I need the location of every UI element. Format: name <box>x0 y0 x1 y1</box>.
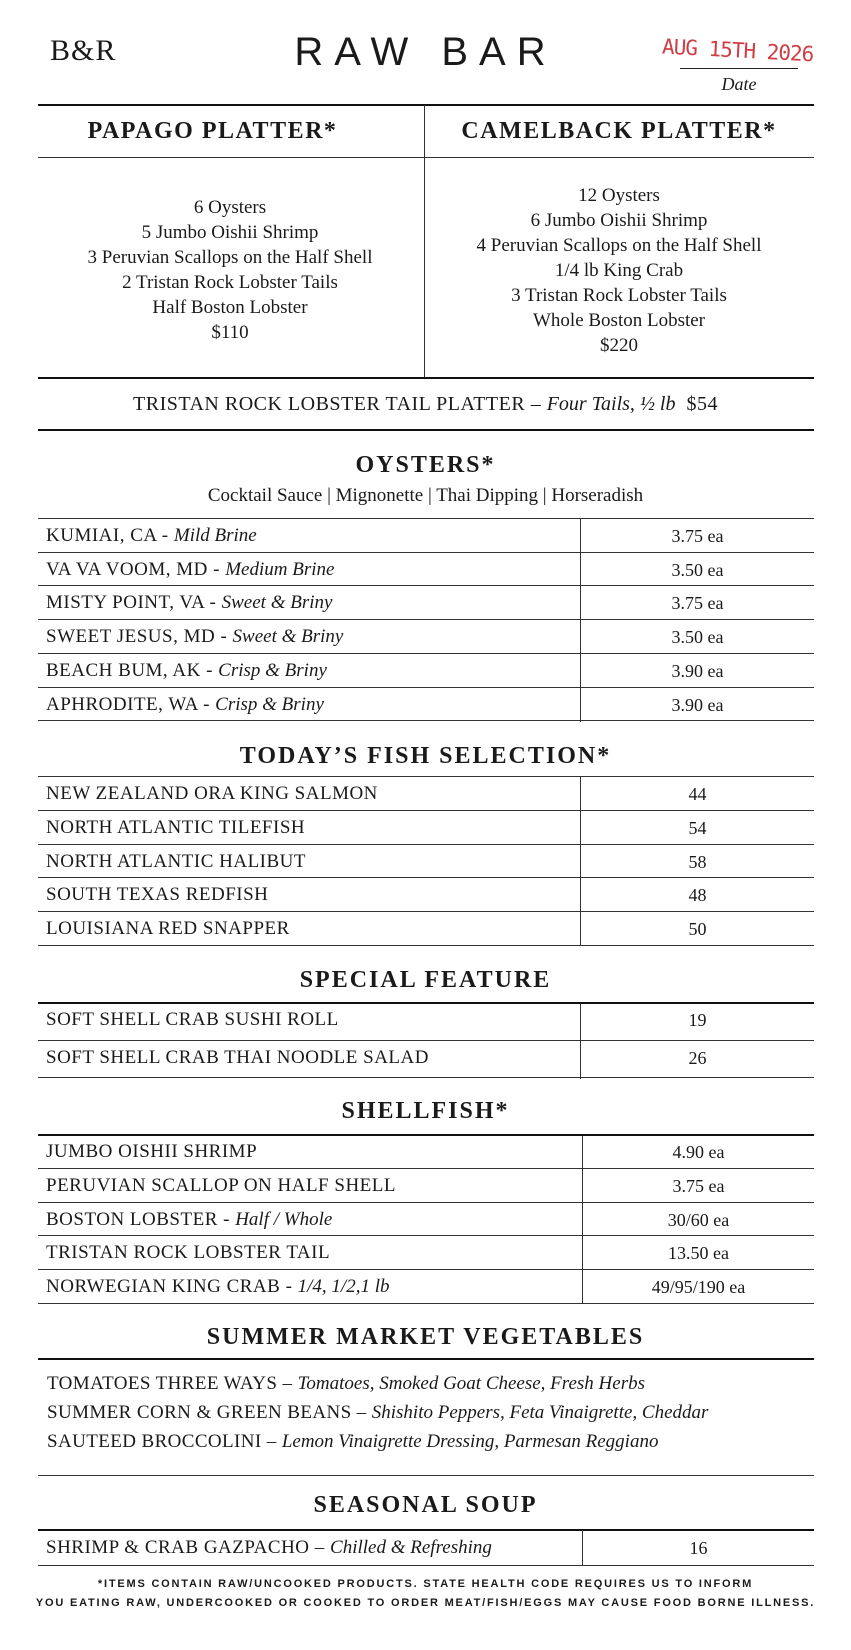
date-stamp: AUG 15TH 2026 <box>661 34 814 67</box>
item-desc: Chilled & Refreshing <box>330 1537 492 1558</box>
item-name: SHRIMP & CRAB GAZPACHO – <box>46 1537 325 1558</box>
menu-row-name <box>46 559 334 581</box>
item-desc: Mild Brine <box>173 525 257 546</box>
platter-item: Whole Boston Lobster <box>532 310 706 331</box>
item-name: MISTY POINT, VA - <box>46 592 217 614</box>
row-divider <box>38 687 814 688</box>
platter-title-papago: PAPAGO PLATTER* <box>87 118 338 144</box>
row-divider <box>38 619 814 620</box>
item-desc: Medium Brine <box>225 558 335 580</box>
section-title-oysters: OYSTERS* <box>355 452 496 478</box>
menu-row-price: 3.50 ea <box>671 627 724 648</box>
footnote-line-1: *ITEMS CONTAIN RAW/UNCOOKED PRODUCTS. STATE HEALTH CODE REQUIRES US TO INFORM <box>97 1578 754 1590</box>
item-desc: Sweet & Briny <box>232 626 344 648</box>
divider <box>38 1529 814 1531</box>
veg-item-name: SUMMER CORN & GREEN BEANS – <box>47 1402 367 1423</box>
row-divider <box>38 1269 814 1270</box>
oyster-sauces: Cocktail Sauce | Mignonette | Thai Dipping | Horseradish <box>207 485 644 506</box>
menu-row-price: 54 <box>688 817 707 838</box>
menu-row-name <box>46 783 378 805</box>
item-name: SOFT SHELL CRAB SUSHI ROLL <box>46 1009 339 1030</box>
item-name: BEACH BUM, AK - <box>46 659 213 681</box>
row-divider <box>38 911 814 912</box>
item-name: BOSTON LOBSTER - <box>46 1208 230 1230</box>
section-title-soup: SEASONAL SOUP <box>313 1492 538 1518</box>
veg-item <box>47 1431 658 1453</box>
menu-row-price: 3.75 ea <box>672 1175 725 1196</box>
menu-row-name <box>46 918 290 940</box>
section-title-special: SPECIAL FEATURE <box>299 967 552 993</box>
page-title: RAW BAR <box>294 30 557 74</box>
platter-items-camelback <box>426 183 812 358</box>
platter-items-papago <box>40 195 420 345</box>
item-name: PERUVIAN SCALLOP ON HALF SHELL <box>46 1174 396 1196</box>
divider <box>38 518 814 519</box>
menu-row-price: 3.90 ea <box>671 660 724 681</box>
item-name: VA VA VOOM, MD - <box>46 558 220 580</box>
platter-item: Half Boston Lobster <box>152 297 308 318</box>
item-name: SOFT SHELL CRAB THAI NOODLE SALAD <box>46 1046 429 1068</box>
menu-row-name <box>46 592 332 614</box>
item-desc: Crisp & Briny <box>215 693 324 715</box>
menu-row-price: 26 <box>688 1047 707 1068</box>
row-divider <box>38 1077 814 1078</box>
menu-row-price: 49/95/190 ea <box>651 1277 746 1298</box>
row-divider <box>38 1040 814 1041</box>
menu-row-name <box>46 884 268 906</box>
menu-row-name <box>46 660 327 682</box>
platter-price: $110 <box>211 322 249 343</box>
veg-item-name: SAUTEED BROCCOLINI – <box>47 1431 277 1452</box>
platter-item: 6 Oysters <box>193 197 267 218</box>
menu-row-name <box>46 851 306 873</box>
footnote-line-2: YOU EATING RAW, UNDERCOOKED OR COOKED TO ORDER MEAT/FISH/EGGS MAY CAUSE FOOD BORNE ILLNESS. <box>35 1597 816 1609</box>
menu-row-price: 19 <box>688 1010 707 1030</box>
logo: B&R <box>50 34 117 67</box>
menu-row-name <box>46 1175 396 1197</box>
veg-item-desc: Lemon Vinaigrette Dressing, Parmesan Reggiano <box>281 1431 659 1452</box>
row-divider <box>38 844 814 845</box>
row-divider <box>38 1235 814 1236</box>
divider <box>38 1002 814 1004</box>
platter-item: 1/4 lb King Crab <box>554 260 684 281</box>
divider <box>38 377 814 379</box>
item-name: SOUTH TEXAS REDFISH <box>46 884 269 906</box>
row-divider <box>38 552 814 553</box>
menu-row-price: 58 <box>688 851 707 872</box>
menu-row-price: 48 <box>688 885 707 906</box>
menu-row-name <box>46 694 324 716</box>
platter-item: 5 Jumbo Oishii Shrimp <box>141 222 319 243</box>
row-divider <box>38 1303 814 1304</box>
menu-row-name <box>46 1209 332 1231</box>
item-name: APHRODITE, WA - <box>46 693 210 715</box>
menu-row-name <box>46 1141 257 1163</box>
veg-item-desc: Shishito Peppers, Feta Vinaigrette, Cheddar <box>371 1402 709 1423</box>
platter-price: $220 <box>600 335 638 356</box>
platter-title-camelback: CAMELBACK PLATTER* <box>461 118 777 144</box>
menu-row-name <box>46 525 257 547</box>
divider <box>38 429 814 431</box>
row-divider <box>38 1202 814 1203</box>
item-desc: Half / Whole <box>235 1208 333 1230</box>
tristan-platter-price: $54 <box>686 393 718 415</box>
platter-item: 4 Peruvian Scallops on the Half Shell <box>476 235 762 256</box>
menu-row-name <box>46 1537 492 1559</box>
item-name: NEW ZEALAND ORA KING SALMON <box>46 783 378 804</box>
tristan-platter <box>0 393 851 416</box>
veg-item <box>47 1402 708 1424</box>
item-name: JUMBO OISHII SHRIMP <box>46 1141 258 1162</box>
row-divider <box>38 585 814 586</box>
item-desc: Sweet & Briny <box>221 592 333 614</box>
divider <box>38 104 814 106</box>
tristan-platter-name: TRISTAN ROCK LOBSTER TAIL PLATTER – <box>133 393 542 415</box>
veg-item-name: TOMATOES THREE WAYS – <box>47 1373 293 1394</box>
item-name: NORWEGIAN KING CRAB - <box>46 1276 293 1298</box>
divider <box>38 1134 814 1136</box>
divider <box>38 776 814 777</box>
row-divider <box>38 653 814 654</box>
veg-item <box>47 1373 645 1395</box>
menu-row-name <box>46 1047 429 1069</box>
item-name: SWEET JESUS, MD - <box>46 626 228 648</box>
item-name: KUMIAI, CA - <box>46 525 169 546</box>
item-name: NORTH ATLANTIC TILEFISH <box>46 816 306 838</box>
item-name: NORTH ATLANTIC HALIBUT <box>46 850 307 872</box>
platter-item: 3 Tristan Rock Lobster Tails <box>511 285 727 306</box>
platter-item: 6 Jumbo Oishii Shrimp <box>530 210 708 231</box>
menu-row-name <box>46 1009 339 1031</box>
divider <box>38 1565 814 1566</box>
section-title-vegetables: SUMMER MARKET VEGETABLES <box>206 1324 645 1350</box>
item-name: TRISTAN ROCK LOBSTER TAIL <box>46 1242 331 1264</box>
date-label: Date <box>721 74 757 94</box>
section-title-shellfish: SHELLFISH* <box>341 1098 510 1124</box>
menu-row-price: 13.50 ea <box>668 1243 729 1264</box>
menu-row-price: 3.75 ea <box>671 526 724 546</box>
menu-row-price: 3.75 ea <box>671 593 724 614</box>
row-divider <box>38 810 814 811</box>
platter-item: 2 Tristan Rock Lobster Tails <box>122 272 338 293</box>
item-desc: 1/4, 1/2,1 lb <box>297 1276 390 1298</box>
price-column-divider <box>580 519 581 722</box>
menu-row-price: 3.90 ea <box>671 694 724 715</box>
row-divider <box>38 720 814 721</box>
tristan-platter-desc: Four Tails, ½ lb <box>546 393 676 415</box>
veg-item-desc: Tomatoes, Smoked Goat Cheese, Fresh Herbs <box>297 1373 645 1394</box>
divider <box>38 1358 814 1360</box>
menu-row-price: 16 <box>689 1538 708 1558</box>
section-title-fish: TODAY’S FISH SELECTION* <box>239 743 612 769</box>
item-desc: Crisp & Briny <box>218 659 327 681</box>
divider <box>38 157 814 158</box>
row-divider <box>38 945 814 946</box>
menu-row-price: 30/60 ea <box>667 1209 730 1230</box>
date-line <box>680 68 798 69</box>
menu-row-name <box>46 1242 330 1264</box>
row-divider <box>38 877 814 878</box>
platter-column-divider <box>424 105 425 378</box>
row-divider <box>38 1168 814 1169</box>
menu-row-price: 3.50 ea <box>671 559 724 580</box>
menu-row-price: 50 <box>688 919 707 940</box>
menu-row-name <box>46 817 305 839</box>
divider <box>38 1475 814 1476</box>
menu-row-name <box>46 626 343 648</box>
menu-row-name <box>46 1276 390 1298</box>
platter-item: 12 Oysters <box>578 185 660 206</box>
item-name: LOUISIANA RED SNAPPER <box>46 918 290 940</box>
menu-row-price: 44 <box>688 784 707 804</box>
menu-row-price: 4.90 ea <box>672 1142 725 1162</box>
platter-item: 3 Peruvian Scallops on the Half Shell <box>87 247 373 268</box>
